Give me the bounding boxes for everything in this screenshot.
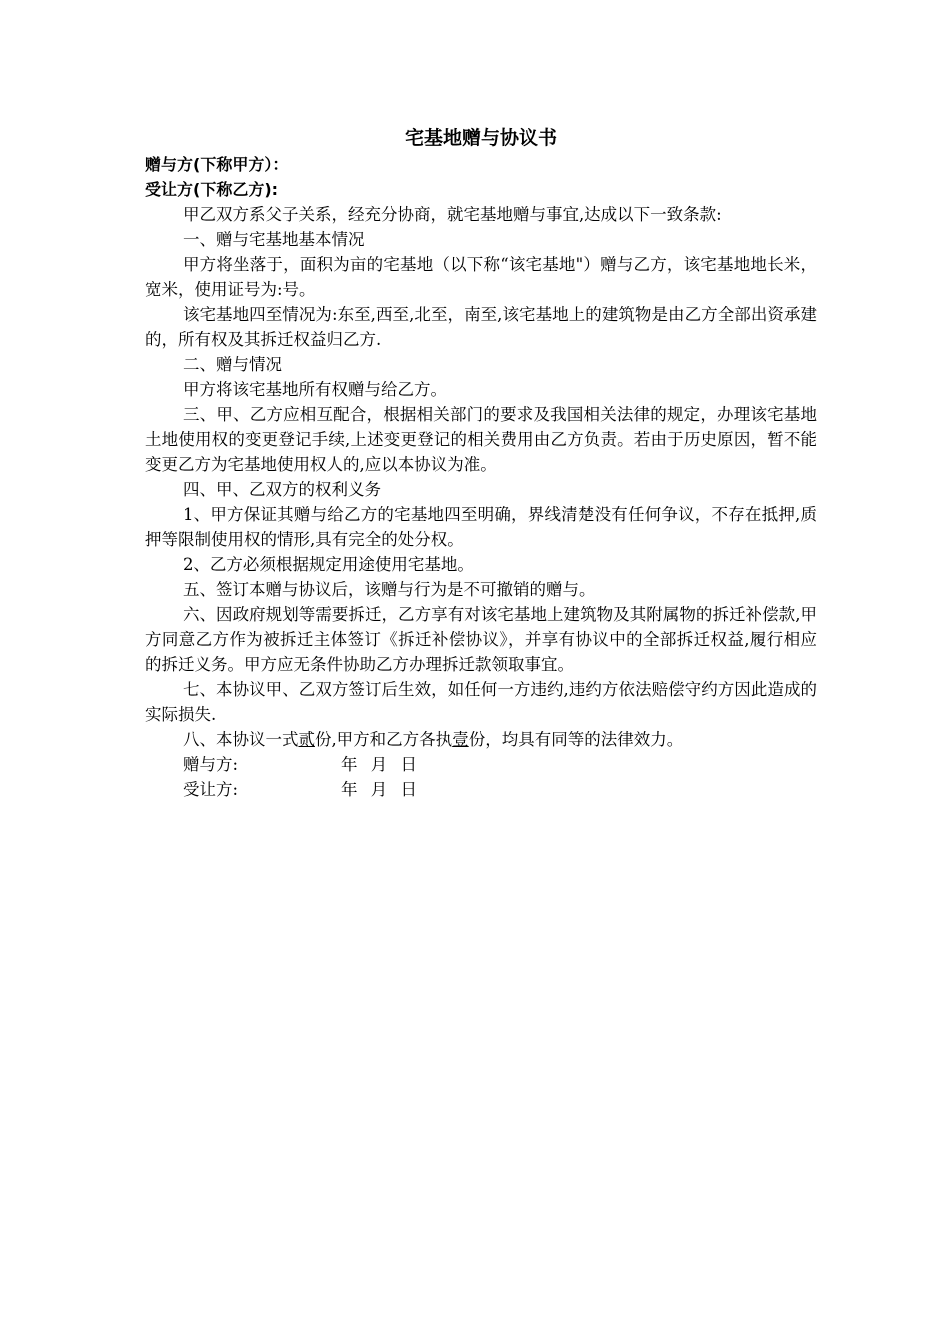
- recipient-signature-date: 年 月 日: [341, 780, 417, 799]
- document-title: 宅基地赠与协议书: [404, 127, 557, 149]
- section-2-paragraph: 甲方将该宅基地所有权赠与给乙方。: [182, 380, 447, 399]
- recipient-line: 受让方(下称乙方):: [145, 180, 279, 199]
- section-7-paragraph: 七、本协议甲、乙双方签订后生效，如任何一方违约,违约方依法赔偿守约方因此造成的实际损失.: [145, 680, 817, 724]
- copies-each: 壹: [452, 730, 469, 749]
- clause-8-text-3: 份，均具有同等的法律效力。: [468, 730, 684, 749]
- recipient-signature-label: 受让方:: [183, 780, 239, 799]
- copies-total: 贰: [298, 730, 315, 749]
- section-2-heading: 二、赠与情况: [182, 355, 282, 374]
- clause-8-text-1: 八、本协议一式: [182, 730, 299, 749]
- section-3-paragraph: 三、甲、乙方应相互配合，根据相关部门的要求及我国相关法律的规定，办理该宅基地土地使用权的变更登记手续,上述变更登记的相关费用由乙方负责。若由于历史原因，暂不能变更乙方为宅基地使用权人的,应以本协议为准。: [145, 405, 817, 474]
- section-8-paragraph: [145, 727, 817, 752]
- section-1-heading: 一、赠与宅基地基本情况: [182, 230, 365, 249]
- section-6-paragraph: 六、因政府规划等需要拆迁，乙方享有对该宅基地上建筑物及其附属物的拆迁补偿款,甲方同意乙方作为被拆迁主体签订《拆迁补偿协议》，并享有协议中的全部拆迁权益,履行相应的拆迁义务。甲方应无条件协助乙方办理拆迁款领取事宜。: [145, 605, 817, 674]
- section-4-item-1: 1、甲方保证其赠与给乙方的宅基地四至明确，界线清楚没有任何争议，不存在抵押,质押等限制使用权的情形,具有完全的处分权。: [145, 505, 817, 549]
- section-1-paragraph-2: 该宅基地四至情况为:东至,西至,北至，南至,该宅基地上的建筑物是由乙方全部出资承建的，所有权及其拆迁权益归乙方.: [145, 305, 817, 349]
- donor-signature-date: 年 月 日: [341, 755, 417, 774]
- section-1-paragraph-1: 甲方将坐落于，面积为亩的宅基地（以下称“该宅基地"）赠与乙方，该宅基地地长米，宽米，使用证号为:号。: [145, 255, 817, 299]
- section-5-paragraph: 五、签订本赠与协议后，该赠与行为是不可撤销的赠与。: [182, 580, 596, 599]
- recipient-signature-line: [145, 777, 817, 802]
- section-4-item-2: 2、乙方必须根据规定用途使用宅基地。: [182, 555, 474, 574]
- donor-signature-line: [145, 752, 817, 777]
- clause-8-text-2: 份,甲方和乙方各执: [314, 730, 453, 749]
- section-4-heading: 四、甲、乙双方的权利义务: [182, 480, 381, 499]
- donor-signature-label: 赠与方:: [183, 755, 239, 774]
- donor-line: 赠与方(下称甲方）：: [145, 155, 289, 174]
- intro-paragraph: 甲乙双方系父子关系，经充分协商，就宅基地赠与事宜,达成以下一致条款:: [182, 205, 722, 224]
- document-body: [145, 124, 817, 802]
